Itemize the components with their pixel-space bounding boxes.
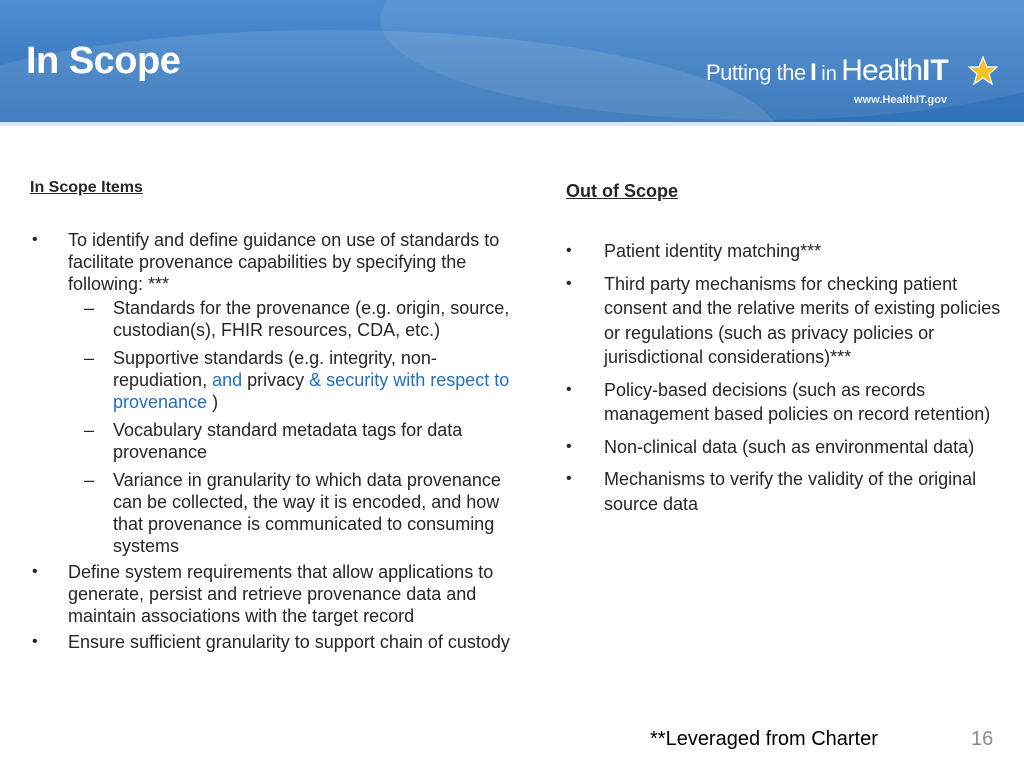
sub-item-text: Standards for the provenance (e.g. origin, source, custodian(s), FHIR resources, CDA, etc.)	[113, 298, 510, 340]
slide-title: In Scope	[26, 40, 181, 82]
item-text: Non-clinical data (such as environmental data)	[604, 436, 975, 457]
list-item	[566, 467, 1006, 516]
star-icon	[968, 56, 998, 86]
list-item	[30, 561, 530, 627]
list-item	[30, 631, 530, 653]
healthit-logo	[706, 52, 1006, 112]
item-text: Define system requirements that allow applications to generate, persist and retrieve provenance data and maintain associations with the target record	[68, 562, 494, 626]
sub-item-and: and	[207, 370, 243, 390]
bullet-icon: •	[566, 470, 572, 487]
sub-list-item	[68, 469, 530, 557]
slide-header	[0, 0, 1024, 126]
logo-in: in	[821, 63, 837, 85]
out-of-scope-heading: Out of Scope	[566, 181, 678, 201]
item-text: Policy-based decisions (such as records management based policies on record retention)	[604, 379, 991, 424]
sub-list-item	[68, 347, 530, 413]
bullet-icon: •	[566, 274, 572, 292]
bullet-icon: •	[566, 380, 572, 398]
out-of-scope-list	[566, 239, 1006, 524]
logo-wordmark	[706, 54, 949, 88]
footer-note: **Leveraged from Charter	[650, 728, 878, 750]
sub-item-text: Supportive standards (e.g. integrity, non-repudiation	[113, 348, 437, 390]
sub-item-close: )	[207, 392, 219, 412]
sub-list-item	[68, 297, 530, 341]
list-item	[566, 239, 1006, 264]
item-text: Mechanisms to verify the validity of the original source data	[604, 469, 977, 514]
list-item	[566, 435, 1006, 460]
list-item	[566, 378, 1006, 427]
in-scope-heading: In Scope Items	[30, 179, 143, 196]
bullet-icon: •	[566, 437, 572, 455]
logo-putting: Putting the	[706, 60, 806, 85]
logo-it: IT	[922, 54, 949, 87]
dash-icon: –	[84, 470, 95, 490]
bullet-icon: •	[32, 633, 38, 650]
item-text: Patient identity matching***	[604, 241, 822, 261]
dash-icon: –	[84, 420, 95, 440]
in-scope-list	[30, 229, 530, 657]
item-text: To identify and define guidance on use of standards to facilitate provenance capabilities by specifying the following: ***	[68, 230, 500, 294]
bullet-icon: •	[32, 231, 38, 248]
dash-icon: –	[84, 298, 95, 318]
logo-i: I	[810, 59, 817, 86]
logo-health: Health	[841, 54, 923, 87]
sub-list	[68, 297, 530, 557]
page-number: 16	[971, 728, 994, 750]
bullet-icon: •	[32, 563, 38, 580]
list-item	[566, 272, 1006, 370]
bullet-icon: •	[566, 242, 572, 259]
sub-item-privacy: privacy	[242, 370, 310, 390]
item-text: Third party mechanisms for checking patient consent and the relative merits of existing policies or regulations (such as privacy policies or jurisdictional considerations)***	[604, 273, 1001, 367]
sub-list-item	[68, 419, 530, 463]
sub-item-security: & security with respect to provenance	[113, 370, 510, 412]
logo-url: www.HealthIT.gov	[854, 94, 948, 106]
sub-item-text: Variance in granularity to which data provenance can be collected, the way it is encoded, and how that provenance is communicated to consuming systems	[113, 470, 501, 556]
header-divider	[0, 122, 1024, 126]
item-text: Ensure sufficient granularity to support chain of custody	[68, 632, 510, 652]
sub-item-comma: ,	[202, 370, 208, 390]
dash-icon: –	[84, 348, 95, 368]
list-item	[30, 229, 530, 557]
sub-item-text: Vocabulary standard metadata tags for data provenance	[113, 420, 463, 462]
